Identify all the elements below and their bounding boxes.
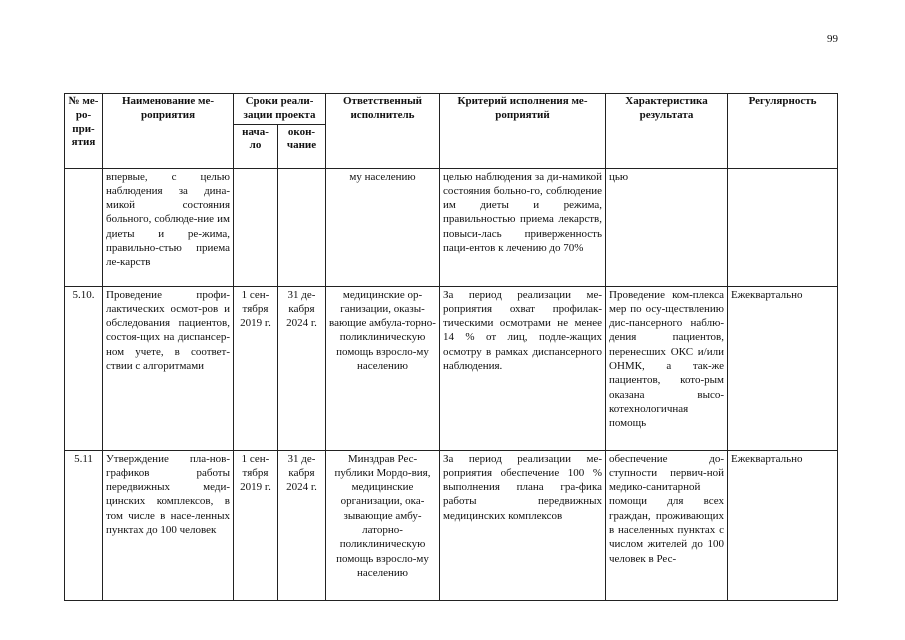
cell-end: [278, 168, 326, 286]
cell-end: 31 де-кабря 2024 г.: [278, 286, 326, 450]
cell-num: 5.10.: [65, 286, 103, 450]
cell-responsible: медицинские ор-ганизации, оказы-вающие амбула-торно-поликлиническую помощь взросло-му населению: [326, 286, 440, 450]
cell-regularity: Ежеквартально: [728, 450, 838, 600]
cell-name: Утверждение пла-нов-графиков работы передвижных меди-цинских комплексов, в том числе в насе-ленных пунктах до 100 человек: [103, 450, 234, 600]
cell-criterion: За период реализации ме-роприятия обеспечение 100 % выполнения плана гра-фика работы передвижных медицинских комплексов: [440, 450, 606, 600]
cell-num: 5.11: [65, 450, 103, 600]
header-end: окон-чание: [278, 124, 326, 168]
cell-start: [234, 168, 278, 286]
page-number: 99: [827, 33, 838, 45]
cell-start: 1 сен-тября 2019 г.: [234, 286, 278, 450]
cell-name: Проведение профи-лактических осмот-ров и обследования пациентов, состоя-щих на диспансер-ном учете, в соответ-ствии с алгоритмами: [103, 286, 234, 450]
table-row: [65, 286, 838, 450]
cell-result: Проведение ком-плекса мер по осу-ществлению дис-пансерного наблю-дения пациентов, перенесших ОКС и/или ОНМК, а так-же пациентов, кото-рым оказана высо-котехнологичная помощь: [606, 286, 728, 450]
cell-criterion: За период реализации ме-роприятия охват профилак-тическими осмотрами не менее 14 % от лиц, подле-жащих осмотру в рамках диспансерного наблюдения.: [440, 286, 606, 450]
table-row: [65, 168, 838, 286]
header-name: Наименование ме-роприятия: [103, 94, 234, 169]
cell-result: обеспечение до-ступности первич-ной медико-санитарной помощи для всех граждан, проживающих в населенных пунктах с числом жителей до 100 человек в Рес-: [606, 450, 728, 600]
cell-regularity: [728, 168, 838, 286]
cell-num: [65, 168, 103, 286]
cell-responsible: му населению: [326, 168, 440, 286]
cell-criterion: целью наблюдения за ди-намикой состояния больно-го, соблюдение им диеты и режима, правильностью приема лекарств, повыси-лась приверженность паци-ентов к лечению до 70%: [440, 168, 606, 286]
table-row: [65, 450, 838, 600]
header-criterion: Критерий исполнения ме-роприятий: [440, 94, 606, 169]
measures-table: [64, 93, 838, 601]
cell-result: цью: [606, 168, 728, 286]
cell-regularity: Ежеквартально: [728, 286, 838, 450]
header-num: № ме-ро-при-ятия: [65, 94, 103, 169]
cell-end: 31 де-кабря 2024 г.: [278, 450, 326, 600]
header-terms: Сроки реали-зации проекта: [234, 94, 326, 125]
header-start: нача-ло: [234, 124, 278, 168]
cell-name: впервые, с целью наблюдения за дина-микой состояния больного, соблюде-ние им диеты и ре-жима, правильно-стью приема ле-карств: [103, 168, 234, 286]
cell-start: 1 сен-тября 2019 г.: [234, 450, 278, 600]
cell-responsible: Минздрав Рес-публики Мордо-вия, медицинские организации, ока-зывающие амбу-латорно-поликлиническую помощь взросло-му населению: [326, 450, 440, 600]
header-responsible: Ответственный исполнитель: [326, 94, 440, 169]
header-result: Характеристика результата: [606, 94, 728, 169]
header-regularity: Регулярность: [728, 94, 838, 169]
